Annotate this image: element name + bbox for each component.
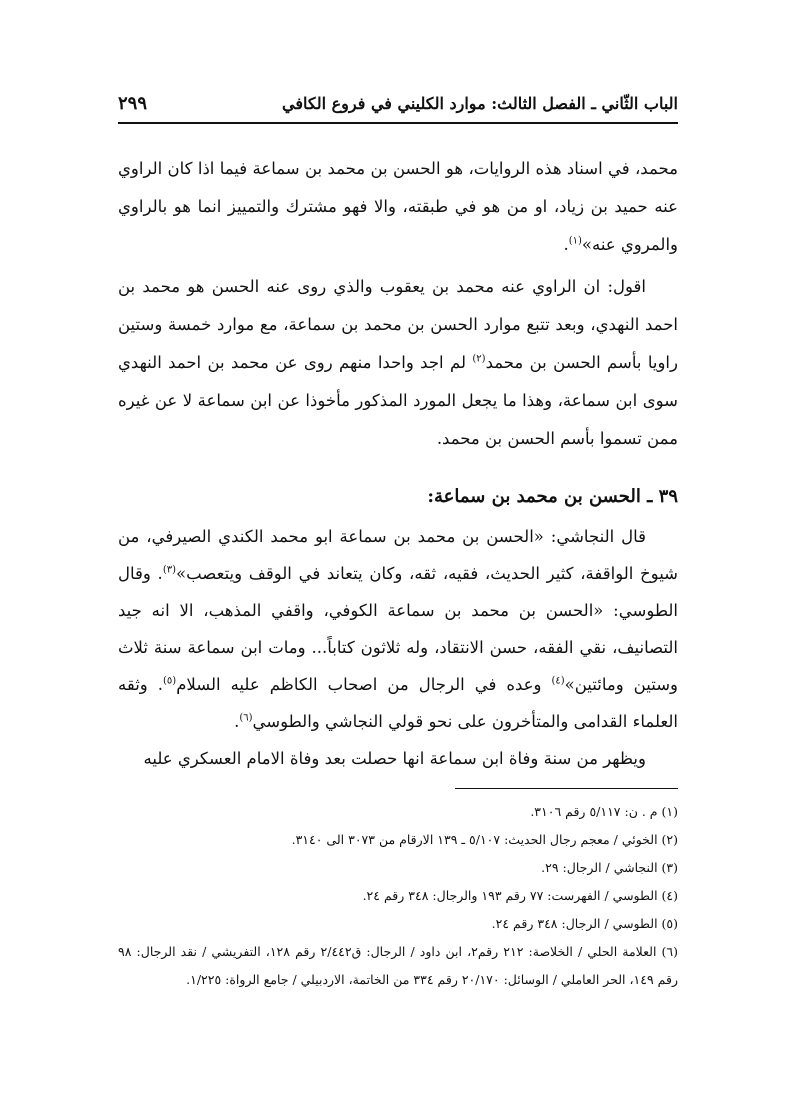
footnotes: [118, 798, 678, 994]
chapter-title: الباب الثّاني ـ الفصل الثالث: موارد الكليني في فروع الكافي: [282, 93, 678, 113]
footnote-rule: [455, 788, 678, 789]
paragraph-2-text-a: اقول: ان الراوي عنه محمد بن يعقوب والذي روى عنه الحسن هو محمد بن احمد النهدي، وبعد تتبع موارد الحسن بن محمد بن سماعة، مع موارد خمسة وستين راويا بأسم الحسن بن محمد: [118, 277, 678, 372]
paragraph-1-text: محمد، في اسناد هذه الروايات، هو الحسن بن محمد بن سماعة فيما اذا كان الراوي عنه حميد بن زياد، او من هو في طبقته، والا فهو مشترك والتمييز انما هو بالراوي والمروي عنه»: [118, 159, 678, 254]
section-text: [118, 518, 678, 777]
section-p1-c: وعده في الرجال من اصحاب الكاظم عليه السلام: [176, 675, 552, 694]
footnote-ref-5: (٥): [163, 675, 177, 687]
section-p1-b: . وقال الطوسي: «الحسن بن محمد بن سماعة الكوفي، واقفي المذهب، الا انه جيد التصانيف، نقي الفقه، حسن الانتقاد، وله ثلاثون كتاباً... ومات ابن سماعة سنة ثلاث وستين ومائتين»: [118, 564, 678, 694]
footnote-ref-6: (٦): [239, 712, 253, 724]
footnote-2: (٢) الخوئي / معجم رجال الحديث: ٥/١٠٧ ـ ١٣٩ الارقام من ٣٠٧٣ الى ٣١٤٠.: [291, 832, 678, 847]
section-p1-a: قال النجاشي: «الحسن بن محمد بن سماعة ابو محمد الكندي الصيرفي، من شيوخ الواقفة، كثير الحديث، فقيه، ثقه، وكان يتعاند في الوقف ويتعصب»: [118, 527, 678, 583]
running-head: [118, 88, 678, 118]
footnote-4: (٤) الطوسي / الفهرست: ٧٧ رقم ١٩٣ والرجال: ٣٤٨ رقم ٢٤.: [362, 888, 678, 903]
footnote-ref-4: (٤): [551, 675, 565, 687]
paragraph-1: [118, 150, 678, 264]
section-heading: ٣٩ ـ الحسن بن محمد بن سماعة:: [427, 486, 678, 507]
footnote-5: (٥) الطوسي / الرجال: ٣٤٨ رقم ٢٤.: [491, 916, 678, 931]
section-p1-e: .: [234, 712, 240, 731]
main-text: [118, 150, 678, 458]
paragraph-1-end: .: [563, 235, 569, 254]
section-paragraph-1: [118, 518, 678, 740]
header-rule: [118, 122, 678, 124]
footnote-ref-3: (٣): [162, 564, 176, 576]
footnote-ref-2: (٢): [472, 353, 486, 365]
paragraph-2-text-b: لم اجد واحدا منهم روى عن محمد بن احمد النهدي سوى ابن سماعة، وهذا ما يجعل المورد المذكور مأخوذا عن ابن سماعة لا عن غيره ممن تسموا بأسم الحسن بن محمد.: [118, 353, 678, 448]
page-number: ٢٩٩: [118, 92, 148, 114]
footnote-6: (٦) العلامة الحلي / الخلاصة: ٢١٢ رقم٢، ابن داود / الرجال: ق٢/٤٤٢ رقم ١٢٨، التفريشي / نقد الرجال: ٩٨ رقم ١٤٩، الحر العاملي / الوسائل: ٢٠/١٧٠ رقم ٣٣٤ من الخاتمة، الاردبيلي / جامع الرواة: ١/٢٢٥.: [118, 944, 679, 987]
section-p1-d: . وثقه العلماء القدامى والمتأخرون على نحو قولي النجاشي والطوسي: [118, 675, 678, 731]
footnote-3: (٣) النجاشي / الرجال: ٢٩.: [541, 860, 678, 875]
footnote-ref-1: (١): [568, 235, 582, 247]
footnote-1: (١) م . ن: ٥/١١٧ رقم ٣١٠٦.: [530, 804, 678, 819]
section-paragraph-2: ويظهر من سنة وفاة ابن سماعة انها حصلت بعد وفاة الامام العسكري عليه: [143, 749, 646, 768]
paragraph-2: [118, 268, 678, 458]
